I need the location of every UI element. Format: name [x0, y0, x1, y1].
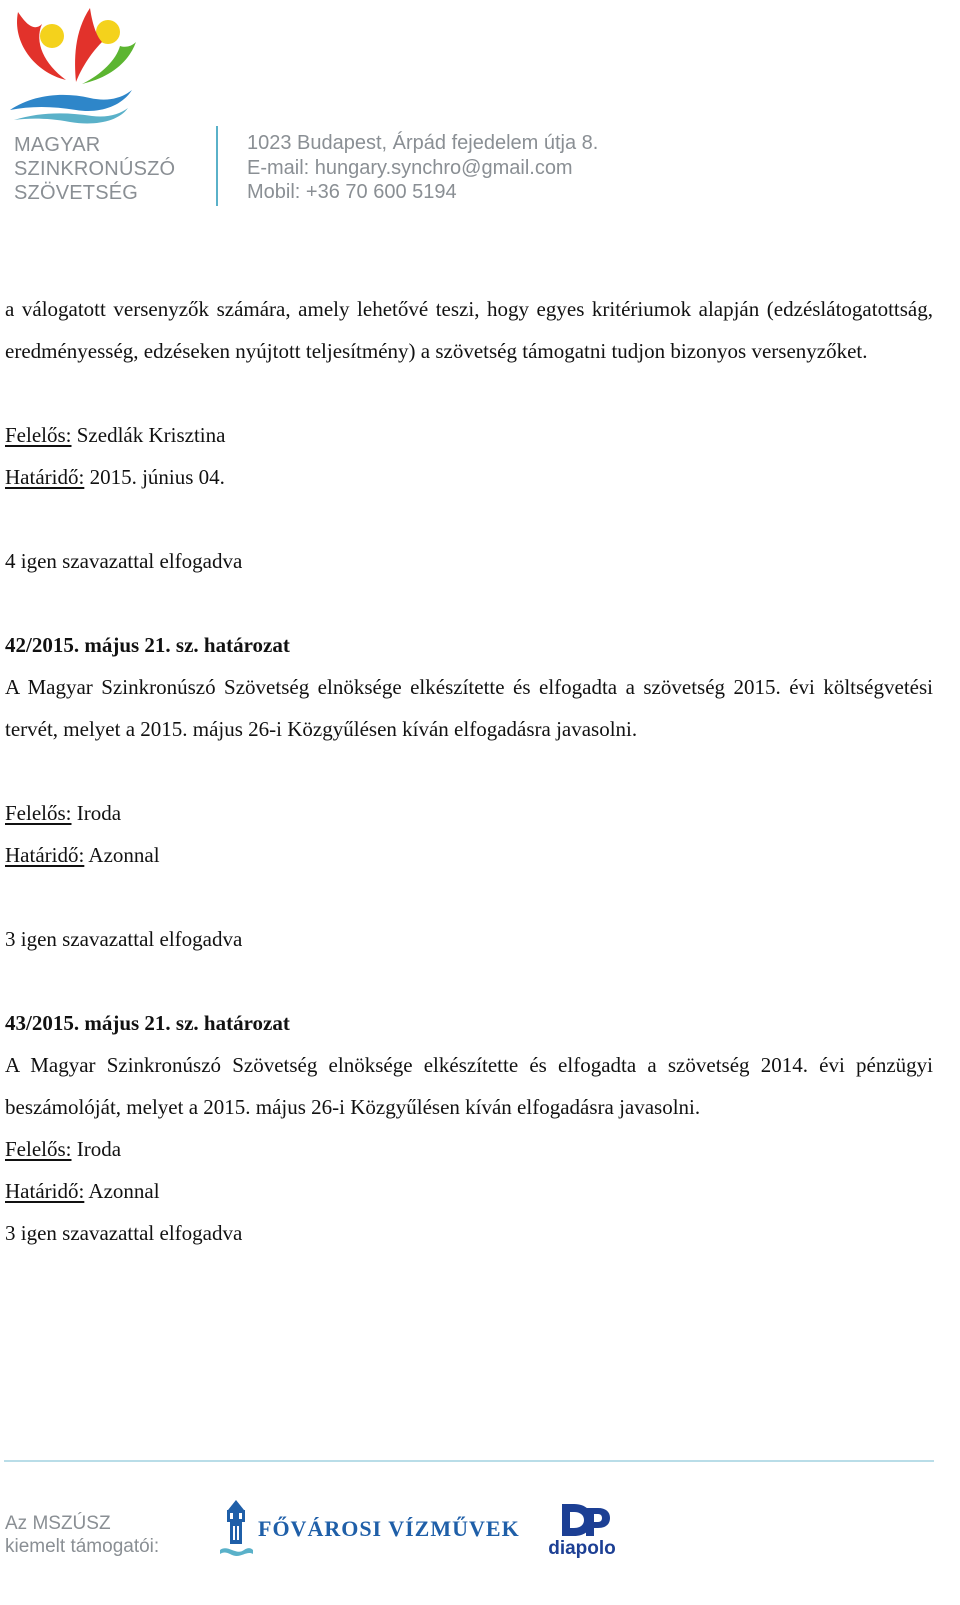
deadline-value: Azonnal [84, 843, 160, 867]
water-tower-icon [218, 1498, 254, 1560]
intro-vote: 4 igen szavazattal elfogadva [5, 549, 243, 573]
resolution-43-text: A Magyar Szinkronúszó Szövetség elnöksége elkészítette és elfogadta a szövetség 2014. évi pénzügyi beszámolóját, melyet a 2015. május 26-i Közgyűlésen kíván elfogadásra javasolni. [5, 1053, 933, 1119]
sponsor-vizmuvek [218, 1498, 520, 1560]
resolution-43-title: 43/2015. május 21. sz. határozat [5, 1011, 290, 1035]
responsible-label: Felelős: [5, 423, 72, 447]
org-name [14, 133, 175, 205]
resolution-43-deadline [5, 1170, 933, 1212]
contact-phone: Mobil: +36 70 600 5194 [247, 181, 457, 203]
sponsor-2-name: diapolo [548, 1538, 616, 1559]
intro-paragraph: a válogatott versenyzők számára, amely lehetővé teszi, hogy egyes kritériumok alapján (edzéslátogatottság, eredményesség, edzéseken nyújtott teljesítmény) a szövetség támogatni tudjon bizonyos versenyzőket. [5, 297, 933, 363]
resolution-43-vote: 3 igen szavazattal elfogadva [5, 1221, 243, 1245]
responsible-label: Felelős: [5, 1137, 72, 1161]
diapolo-logo-icon [540, 1500, 624, 1540]
resolution-42-title: 42/2015. május 21. sz. határozat [5, 633, 290, 657]
responsible-label: Felelős: [5, 801, 72, 825]
resolution-43-responsible [5, 1128, 933, 1170]
responsible-value: Szedlák Krisztina [71, 423, 226, 447]
header-divider [216, 126, 218, 206]
sponsor-label-line-1: Az MSZÚSZ [5, 1513, 111, 1534]
org-name-line-1: MAGYAR [14, 134, 101, 156]
deadline-label: Határidő: [5, 465, 85, 489]
document-body [5, 288, 933, 1254]
org-name-line-3: SZÖVETSÉG [14, 182, 139, 204]
contact-address: 1023 Budapest, Árpád fejedelem útja 8. [247, 132, 599, 154]
letterhead [0, 0, 960, 230]
resolution-42-deadline [5, 834, 933, 876]
resolution-42-responsible [5, 792, 933, 834]
sponsor-label-line-2: kiemelt támogatói: [5, 1536, 160, 1557]
org-name-line-2: SZINKRONÚSZÓ [14, 158, 176, 180]
responsible-value: Iroda [71, 1137, 122, 1161]
resolution-42-text: A Magyar Szinkronúszó Szövetség elnöksége elkészítette és elfogadta a szövetség 2015. évi költségvetési tervét, melyet a 2015. május 26-i Közgyűlésen kíván elfogadásra javasolni. [5, 675, 933, 741]
deadline-label: Határidő: [5, 843, 85, 867]
resolution-42-vote: 3 igen szavazattal elfogadva [5, 927, 243, 951]
federation-logo-icon [4, 2, 144, 127]
footer-divider [4, 1460, 934, 1462]
intro-responsible [5, 414, 933, 456]
contact-info [247, 131, 598, 205]
intro-deadline [5, 456, 933, 498]
sponsor-1-name: FŐVÁROSI VÍZMŰVEK [258, 1516, 520, 1541]
sponsor-label [5, 1512, 159, 1558]
responsible-value: Iroda [71, 801, 122, 825]
sponsor-diapolo [540, 1500, 630, 1562]
deadline-value: Azonnal [84, 1179, 160, 1203]
deadline-value: 2015. június 04. [84, 465, 225, 489]
deadline-label: Határidő: [5, 1179, 85, 1203]
contact-email: E-mail: hungary.synchro@gmail.com [247, 156, 573, 179]
